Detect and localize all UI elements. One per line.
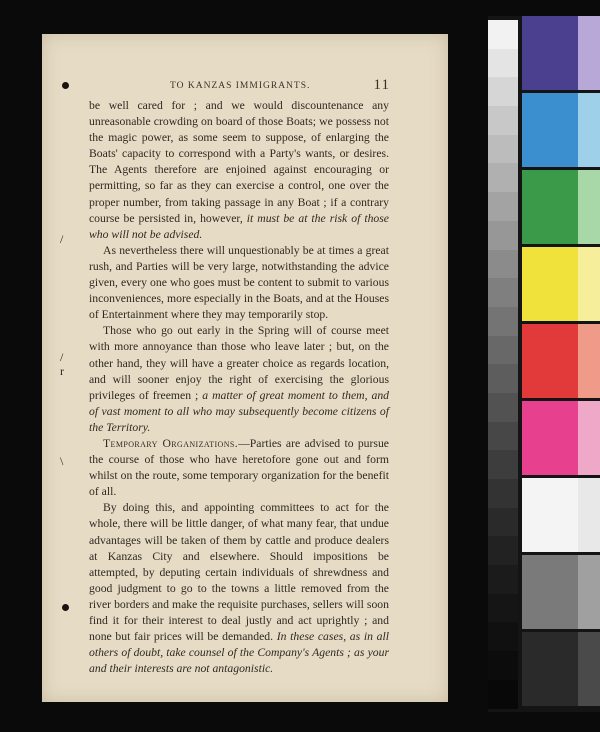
gray-step-patch bbox=[488, 651, 518, 680]
gray-step-patch bbox=[488, 680, 518, 709]
gray-step-patch bbox=[488, 622, 518, 651]
grayscale-strip bbox=[488, 20, 518, 710]
gray-step-patch bbox=[488, 192, 518, 221]
paragraph-4: Temporary Organizations.—Parties are advised to pursue the course of those who have heretofore gone out and form whilst on the route, some temporary organization for the benefit of all. bbox=[89, 436, 389, 499]
paragraph-3: Those who go out early in the Spring will of course meet with more annoyance than those who leave later ; but, on the other hand, they will have a greater choice as regards location, and will sooner enjoy the right of exercising the glorious privileges of freemen ; a matter of great moment to them, and of vast moment to all who may subsequently become citizens of the Territory. bbox=[89, 324, 390, 434]
color-patch bbox=[522, 555, 578, 629]
section-heading: Temporary Organizations. bbox=[103, 436, 239, 450]
gray-step-patch bbox=[488, 536, 518, 565]
gray-step-patch bbox=[488, 508, 518, 537]
binding-hole-icon bbox=[62, 82, 69, 89]
paragraph-2: As nevertheless there will unquestionably be at times a great rush, and Parties will be very large, notwithstanding the advice given, every one who goes must be content to submit to various inconveniences, more especially in the Boats, and at the Houses of Entertainment where they may temporarily stop. bbox=[89, 243, 389, 322]
gray-step-patch bbox=[488, 594, 518, 623]
gray-step-patch bbox=[488, 307, 518, 336]
gray-step-patch bbox=[488, 336, 518, 365]
color-patch bbox=[522, 401, 578, 475]
gray-step-patch bbox=[488, 422, 518, 451]
color-patch bbox=[578, 401, 600, 475]
gray-step-patch bbox=[488, 479, 518, 508]
gray-step-patch bbox=[488, 20, 518, 49]
page-header bbox=[42, 78, 448, 94]
color-patch bbox=[522, 93, 578, 167]
binding-hole-icon bbox=[62, 604, 69, 611]
italic-emphasis: it must be at the risk of those who will not be advised. bbox=[89, 211, 389, 241]
gray-step-patch bbox=[488, 364, 518, 393]
gray-step-patch bbox=[488, 49, 518, 78]
margin-mark-icon: r bbox=[60, 364, 64, 378]
color-patch bbox=[578, 93, 600, 167]
book-page bbox=[42, 34, 448, 702]
margin-mark-icon: \ bbox=[60, 454, 64, 468]
color-patches-secondary bbox=[578, 16, 600, 712]
gray-step-patch bbox=[488, 163, 518, 192]
color-patch bbox=[578, 16, 600, 90]
paragraph-5: By doing this, and appointing committees to act for the whole, there will be little danger, of what many fear, that undue advantages will be taken of them by cattle and produce dealers at Kanzas City and elsewhere. Should impositions be attempted, by deputing certain individuals of shrewdness and good judgment to go to the towns a little removed from the river borders and make the requisite purchases, sellers will soon find it for their interest to deal justly and act uprightly ; and none but fair prices will be demanded. In these cases, as in all others of doubt, take counsel of the Company's Agents ; as your and their interests are not antagonistic. bbox=[89, 501, 389, 676]
gray-step-patch bbox=[488, 250, 518, 279]
running-title: TO KANZAS IMMIGRANTS. bbox=[170, 81, 311, 91]
gray-step-patch bbox=[488, 77, 518, 106]
paragraph-1: be well cared for ; and we would discountenance any unreasonable crowding on board of those Boats; we possess not the magic power, as some seem to suppose, of enlarging the Boats' capacity to correspond with a Party's wants, or desires. The Agents therefore are enjoined against encouraging or permitting, so far as they can exercise a control, one over the proper number, from taking passage in any Boat ; if a contrary course be persisted in, however, it must be at the risk of those who will not be advised. bbox=[89, 99, 389, 241]
gray-step-patch bbox=[488, 106, 518, 135]
color-patch bbox=[578, 247, 600, 321]
color-calibration-chart bbox=[488, 16, 600, 712]
gray-step-patch bbox=[488, 450, 518, 479]
gray-step-patch bbox=[488, 135, 518, 164]
gray-step-patch bbox=[488, 221, 518, 250]
gray-step-patch bbox=[488, 278, 518, 307]
color-patch bbox=[522, 632, 578, 706]
margin-mark-icon: / bbox=[60, 350, 64, 364]
color-patch bbox=[578, 478, 600, 552]
color-patch bbox=[522, 478, 578, 552]
body-text bbox=[89, 98, 389, 677]
italic-emphasis: In these cases, as in all others of doubt, take counsel of the Company's Agents ; as your and their interests are not antagonistic. bbox=[89, 630, 389, 676]
color-patch bbox=[578, 324, 600, 398]
color-patch bbox=[522, 247, 578, 321]
color-patch bbox=[522, 16, 578, 90]
italic-emphasis: a matter of great moment to them, and of vast moment to all who may subsequently become citizens of the Territory. bbox=[89, 388, 390, 434]
page-number: 11 bbox=[373, 77, 390, 93]
color-patches bbox=[522, 16, 578, 712]
color-patch bbox=[578, 170, 600, 244]
gray-step-patch bbox=[488, 565, 518, 594]
color-patch bbox=[578, 555, 600, 629]
color-patch bbox=[522, 170, 578, 244]
color-patch bbox=[522, 324, 578, 398]
margin-mark-icon: / bbox=[60, 232, 64, 246]
gray-step-patch bbox=[488, 393, 518, 422]
color-patch bbox=[578, 632, 600, 706]
